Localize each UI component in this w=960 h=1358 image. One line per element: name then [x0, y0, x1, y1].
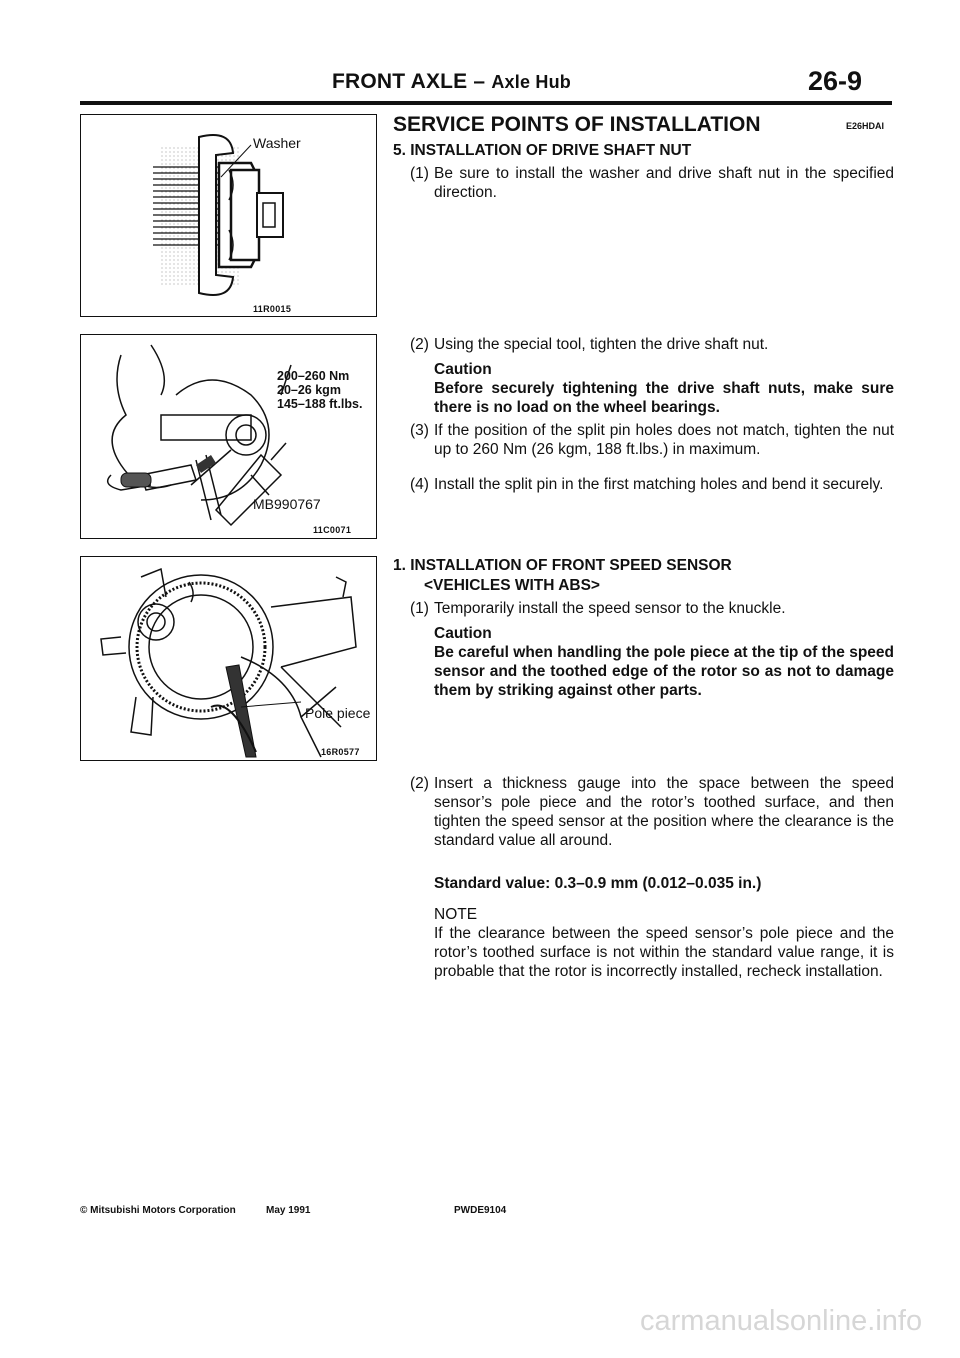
torque-kgm: 20–26 kgm	[277, 383, 341, 397]
item1-note	[434, 905, 894, 981]
figure-pole-piece	[80, 556, 377, 761]
item5-step-2	[410, 335, 894, 355]
torque-nm: 200–260 Nm	[277, 369, 350, 383]
step-text: Install the split pin in the first matching holes and bend it securely.	[434, 476, 884, 493]
special-tool-illustration	[81, 335, 376, 538]
step-number: (1)	[410, 165, 429, 182]
tool-number-label: MB990767	[253, 496, 321, 512]
section-title: SERVICE POINTS OF INSTALLATION	[393, 113, 761, 136]
item5-heading: 5. INSTALLATION OF DRIVE SHAFT NUT	[393, 142, 692, 159]
item5-caution	[434, 360, 894, 417]
torque-spec	[277, 369, 362, 411]
caution-text: Be careful when handling the pole piece at the tip of the speed sensor and the toothed edge of the rotor so as not to damage them by striking against other parts.	[434, 644, 894, 699]
figure-code: 16R0577	[321, 747, 360, 757]
step-text: If the position of the split pin holes does not match, tighten the nut up to 260 Nm (26 kgm, 188 ft.lbs.) in maximum.	[434, 422, 894, 458]
footer-date: May 1991	[266, 1205, 311, 1216]
pole-piece-label: Pole piece	[305, 705, 371, 721]
caution-title: Caution	[434, 361, 492, 378]
footer-copyright: © Mitsubishi Motors Corporation	[80, 1205, 236, 1216]
step-number: (2)	[410, 336, 429, 353]
caution-title: Caution	[434, 625, 492, 642]
speed-sensor-illustration	[81, 557, 376, 760]
note-title: NOTE	[434, 906, 478, 923]
item1-subheading: <VEHICLES WITH ABS>	[424, 577, 600, 594]
figure-special-tool	[80, 334, 377, 539]
torque-ftlbs: 145–188 ft.lbs.	[277, 397, 363, 411]
step-number: (3)	[410, 422, 429, 439]
washer-nut-illustration	[81, 115, 376, 316]
footer-doc-code: PWDE9104	[454, 1205, 507, 1216]
caution-text: Before securely tightening the drive shaft nuts, make sure there is no load on the wheel bearings.	[434, 380, 894, 416]
section-code: E26HDAI	[846, 121, 885, 131]
watermark: carmanualsonline.info	[640, 1305, 923, 1337]
header-rule	[80, 101, 892, 105]
figure-code: 11C0071	[313, 525, 352, 535]
item1-step-1	[410, 599, 894, 619]
page-title	[332, 70, 571, 94]
step-text: Insert a thickness gauge into the space between the speed sensor’s pole piece and the rotor’s toothed surface, and then tighten the speed sensor at the position where the clearance is the standard value all around.	[434, 775, 894, 849]
item1-heading: 1. INSTALLATION OF FRONT SPEED SENSOR	[393, 557, 732, 574]
figure-washer	[80, 114, 377, 317]
page-title-sub: Axle Hub	[491, 72, 571, 92]
step-number: (1)	[410, 600, 429, 617]
washer-label: Washer	[253, 135, 301, 151]
item5-step-1	[410, 164, 894, 204]
step-text: Temporarily install the speed sensor to the knuckle.	[434, 600, 786, 617]
item1-step-2	[410, 774, 894, 870]
step-text: Using the special tool, tighten the drive shaft nut.	[434, 336, 769, 353]
step-number: (4)	[410, 476, 429, 493]
standard-value: Standard value: 0.3–0.9 mm (0.012–0.035 in.)	[434, 875, 762, 892]
item5-step-4	[410, 475, 894, 515]
page-title-main: FRONT AXLE –	[332, 70, 492, 93]
note-text: If the clearance between the speed sensor’s pole piece and the rotor’s toothed surface is not within the standard value range, it is probable that the rotor is incorrectly installed, recheck installation.	[434, 925, 894, 980]
page-number: 26-9	[808, 66, 863, 96]
item1-caution	[434, 624, 894, 700]
figure-code: 11R0015	[253, 304, 292, 314]
step-number: (2)	[410, 775, 429, 792]
item5-step-3	[410, 421, 894, 479]
step-text: Be sure to install the washer and drive shaft nut in the specified direction.	[434, 165, 894, 201]
